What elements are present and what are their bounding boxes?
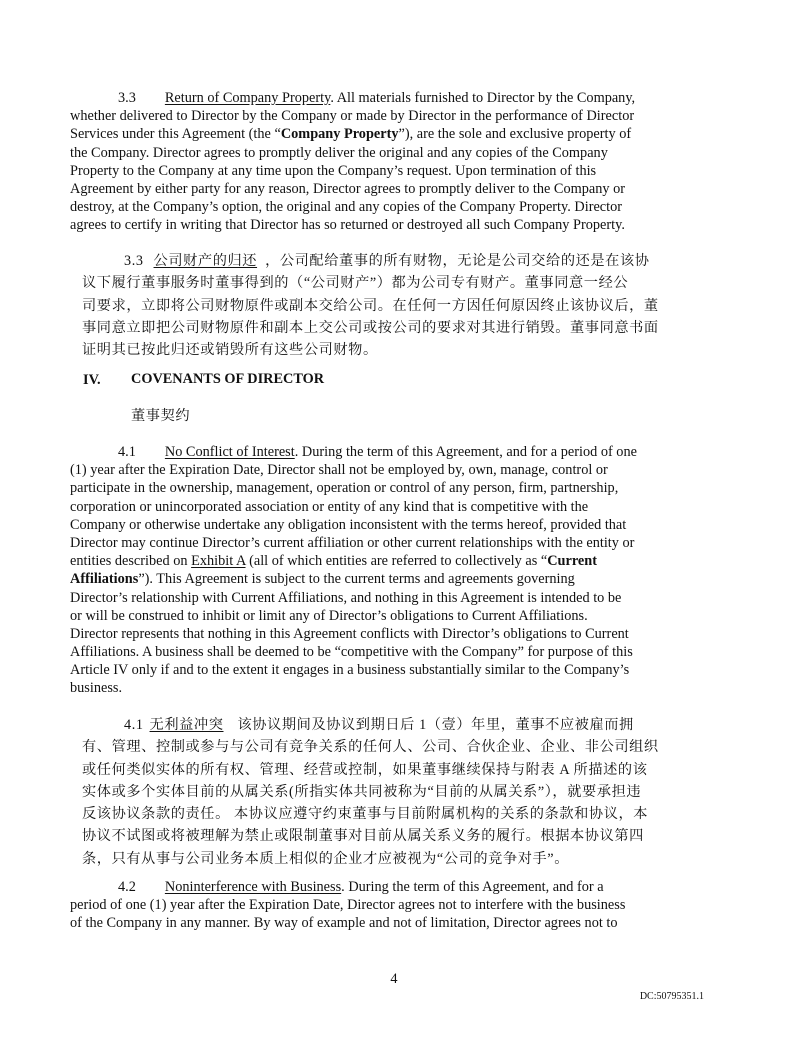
section-heading: Noninterference with Business	[164, 879, 342, 895]
exhibit-reference: Exhibit A	[191, 553, 246, 570]
paragraph-line	[82, 714, 712, 736]
paragraph-line: destroy, at the Company’s option, the original and any copies of the Company Property. Director	[70, 199, 623, 216]
paragraph-line	[70, 570, 710, 588]
defined-term: Affiliations	[70, 571, 139, 588]
paragraph-line	[70, 552, 710, 570]
paragraph-line: Director may continue Director’s current affiliation or other current relationships with the entity or	[70, 534, 635, 551]
paragraph-text: . All materials furnished to Director by the Company,	[330, 90, 636, 106]
section-heading: Return of Company Property	[164, 90, 331, 106]
paragraph-line	[70, 878, 710, 896]
paragraph-text: . During the term of this Agreement, and for a	[341, 879, 604, 895]
paragraph-line	[70, 125, 710, 143]
paragraph-line: period of one (1) year after the Expiration Date, Director agrees not to interfere with the business	[70, 897, 626, 914]
paragraph-line: 协议不试图或将被理解为禁止或限制董事对目前从属关系义务的履行。根据本协议第四	[82, 828, 644, 845]
defined-term: Company Property	[280, 126, 399, 143]
section-heading: No Conflict of Interest	[164, 444, 295, 460]
paragraph-line: business.	[70, 680, 123, 697]
paragraph-line: Director’s relationship with Current Affiliations, and nothing in this Agreement is intended to be	[70, 589, 622, 606]
section-heading: 公司财产的归还	[153, 253, 258, 269]
section-4-1-chinese	[82, 714, 712, 870]
paragraph-text: ”), are the sole and exclusive property of	[398, 126, 632, 143]
paragraph-text: . During the term of this Agreement, and for a period of one	[294, 444, 637, 460]
page-number: 4	[390, 971, 398, 987]
paragraph-line: Company or otherwise undertake any obligation inconsistent with the terms hereof, provided that	[70, 516, 627, 533]
section-number: 4.1	[124, 717, 144, 733]
article-title-chinese: 董事契约	[131, 408, 191, 424]
paragraph-line: whether delivered to Director by the Company or made by Director in the performance of Director	[70, 108, 635, 125]
paragraph-line: 司要求，立即将公司财物原件或副本交给公司。在任何一方因任何原因终止该协议后，董	[82, 297, 659, 314]
paragraph-line	[82, 250, 712, 272]
paragraph-line: Article IV only if and to the extent it engages in a business substantially similar to the Company’s	[70, 662, 630, 679]
paragraph-line	[70, 89, 710, 107]
article-heading	[83, 371, 723, 389]
section-number: 3.3	[118, 90, 136, 106]
document-id: DC:50795351.1	[639, 991, 704, 1002]
paragraph-text: (all of which entities are referred to collectively as “	[245, 553, 548, 570]
paragraph-line: of the Company in any manner. By way of example and not of limitation, Director agrees not to	[70, 915, 618, 932]
paragraph-line: Director represents that nothing in this Agreement conflicts with Director’s obligations to Current	[70, 625, 629, 642]
paragraph-line: (1) year after the Expiration Date, Director shall not be employed by, own, manage, control or	[70, 462, 608, 479]
section-number: 4.1	[118, 444, 136, 460]
paragraph-text: ，公司配给董事的所有财物，无论是公司交给的还是在该协	[265, 253, 650, 269]
paragraph-line: 条，只有从事与公司业务本质上相似的企业才应被视为“公司的竞争对手”。	[82, 850, 569, 867]
paragraph-line: 议下履行董事服务时董事得到的（“公司财产”）都为公司专有财产。董事同意一经公	[82, 275, 629, 292]
section-4-1-english	[70, 443, 710, 698]
paragraph-line: corporation or unincorporated association or entity of any kind that is competitive with the	[70, 498, 589, 515]
paragraph-line: or will be construed to inhibit or limit any of Director’s obligations to Current Affiliations.	[70, 607, 588, 624]
section-number: 4.2	[118, 879, 136, 895]
paragraph-line: Property to the Company at any time upon the Company’s request. Upon termination of this	[70, 162, 597, 179]
article-number: IV.	[83, 372, 101, 388]
paragraph-line: the Company. Director agrees to promptly deliver the original and any copies of the Company	[70, 144, 608, 161]
paragraph-line: 证明其已按此归还或销毁所有这些公司财物。	[82, 342, 378, 359]
paragraph-line: 实体或多个实体目前的从属关系(所指实体共同被称为“目前的从属关系”），就要承担违	[82, 783, 642, 800]
paragraph-line	[70, 443, 710, 461]
article-title: COVENANTS OF DIRECTOR	[131, 371, 325, 387]
paragraph-text: Services under this Agreement (the “	[70, 126, 281, 143]
section-3-3-english	[70, 89, 710, 235]
paragraph-line: 或任何类似实体的所有权、管理、经营或控制，如果董事继续保持与附表 A 所描述的该	[82, 761, 648, 778]
section-heading: 无利益冲突	[149, 717, 224, 733]
paragraph-line: Agreement by either party for any reason, Director agrees to promptly deliver to the Company or	[70, 180, 626, 197]
paragraph-line: participate in the ownership, management, operation or control of any person, firm, partnership,	[70, 480, 619, 497]
defined-term: Current	[547, 553, 597, 570]
paragraph-line: Affiliations. A business shall be deemed to be “competitive with the Company” for purpose of this	[70, 644, 633, 661]
paragraph-line: 事同意立即把公司财物原件和副本上交公司或按公司的要求对其进行销毁。董事同意书面	[82, 319, 659, 336]
paragraph-text: 该协议期间及协议到期日后 1（壹）年里，董事不应被雇而拥	[237, 717, 634, 733]
paragraph-text: ”). This Agreement is subject to the current terms and agreements governing	[138, 571, 575, 588]
paragraph-line: 有、管理、控制或参与与公司有竞争关系的任何人、公司、合伙企业、企业、非公司组织	[82, 739, 659, 756]
paragraph-text: entities described on	[70, 553, 192, 570]
section-3-3-chinese	[82, 250, 712, 361]
section-number: 3.3	[124, 253, 144, 269]
paragraph-line: agrees to certify in writing that Director has so returned or destroyed all such Company Property.	[70, 217, 625, 234]
paragraph-line: 反该协议条款的责任。 本协议应遵守约束董事与目前附属机构的关系的条款和协议，本	[82, 806, 649, 823]
section-4-2-english	[70, 878, 710, 933]
